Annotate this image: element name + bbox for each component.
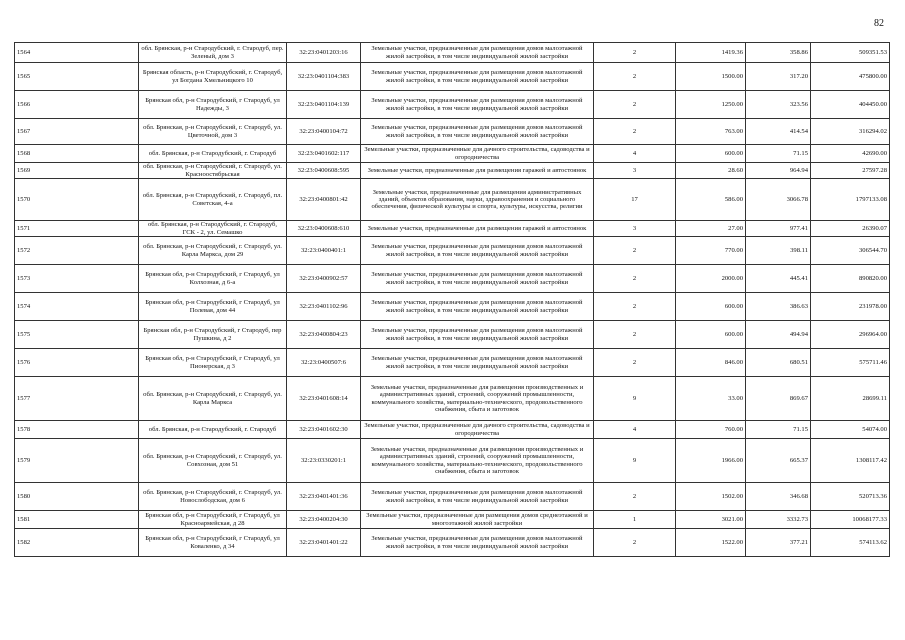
table-row — [15, 293, 890, 321]
cadastral-number-cell: 32:23:0401602:30 — [287, 421, 361, 439]
permitted-use-cell: Земельные участки, предназначенные для размещения домов малоэтажной жилой застройки, в том числе индивидуальной жилой застройки — [361, 265, 594, 293]
area-cell: 586.00 — [676, 179, 746, 221]
cadastral-value-cell: 306544.70 — [811, 237, 890, 265]
permitted-use-cell: Земельные участки, предназначенные для размещения домов малоэтажной жилой застройки, в том числе индивидуальной жилой застройки — [361, 237, 594, 265]
specific-value-cell: 3332.73 — [746, 511, 811, 529]
address-cell: обл. Брянская, р-н Стародубский, г. Стародуб — [139, 145, 287, 163]
address-cell: обл. Брянская, р-н Стародубский, г. Стародуб, ул. Карла Маркса, дом 29 — [139, 237, 287, 265]
address-cell: Брянская обл, р-н Стародубский, г Стародуб, ул Коваленко, д 34 — [139, 529, 287, 557]
cadastral-value-cell: 296964.00 — [811, 321, 890, 349]
use-group-cell: 2 — [594, 265, 676, 293]
specific-value-cell: 665.37 — [746, 439, 811, 483]
specific-value-cell: 398.11 — [746, 237, 811, 265]
table-row — [15, 529, 890, 557]
cadastral-number-cell: 32:23:0401608:14 — [287, 377, 361, 421]
use-group-cell: 17 — [594, 179, 676, 221]
address-cell: Брянская обл, р-н Стародубский, г Стародуб, ул Надежды, 3 — [139, 91, 287, 119]
cadastral-number-cell: 32:23:0401104:139 — [287, 91, 361, 119]
row-number: 1565 — [15, 63, 139, 91]
table-row — [15, 43, 890, 63]
table-row — [15, 321, 890, 349]
table-row — [15, 377, 890, 421]
area-cell: 770.00 — [676, 237, 746, 265]
cadastral-number-cell: 32:23:0400801:42 — [287, 179, 361, 221]
cadastral-number-cell: 32:23:0400401:1 — [287, 237, 361, 265]
use-group-cell: 1 — [594, 511, 676, 529]
row-number: 1579 — [15, 439, 139, 483]
cadastral-number-cell: 32:23:0400507:6 — [287, 349, 361, 377]
use-group-cell: 9 — [594, 439, 676, 483]
specific-value-cell: 71.15 — [746, 145, 811, 163]
cadastral-value-cell: 509351.53 — [811, 43, 890, 63]
cadastral-number-cell: 32:23:0400804:23 — [287, 321, 361, 349]
use-group-cell: 3 — [594, 163, 676, 179]
permitted-use-cell: Земельные участки, предназначенные для размещения гаражей и автостоянок — [361, 221, 594, 237]
row-number: 1570 — [15, 179, 139, 221]
address-cell: обл. Брянская, р-н Стародубский, г. Стародуб, ул. Новослободская, дом 6 — [139, 483, 287, 511]
cadastral-number-cell: 32:23:0401203:16 — [287, 43, 361, 63]
cadastral-value-cell: 574113.62 — [811, 529, 890, 557]
table-row — [15, 119, 890, 145]
area-cell: 1522.00 — [676, 529, 746, 557]
specific-value-cell: 964.94 — [746, 163, 811, 179]
cadastral-value-cell: 1797133.08 — [811, 179, 890, 221]
address-cell: Брянская область, р-н Стародубский, г. Стародуб, ул Богдана Хмельницкого 10 — [139, 63, 287, 91]
specific-value-cell: 977.41 — [746, 221, 811, 237]
permitted-use-cell: Земельные участки, предназначенные для дачного строительства, садоводства и огородничества — [361, 421, 594, 439]
cadastral-value-cell: 10068177.33 — [811, 511, 890, 529]
specific-value-cell: 71.15 — [746, 421, 811, 439]
cadastral-number-cell: 32:23:0400902:57 — [287, 265, 361, 293]
row-number: 1572 — [15, 237, 139, 265]
area-cell: 1250.00 — [676, 91, 746, 119]
cadastral-value-cell: 475800.00 — [811, 63, 890, 91]
permitted-use-cell: Земельные участки, предназначенные для размещения домов малоэтажной жилой застройки, в том числе индивидуальной жилой застройки — [361, 321, 594, 349]
area-cell: 2000.00 — [676, 265, 746, 293]
use-group-cell: 2 — [594, 321, 676, 349]
table-row — [15, 221, 890, 237]
permitted-use-cell: Земельные участки, предназначенные для размещения административных зданий, объектов образования, науки, здравоохранения и социального обеспечения, физической культуры и спорта, культуры, искусства, религии — [361, 179, 594, 221]
row-number: 1582 — [15, 529, 139, 557]
table-row — [15, 91, 890, 119]
area-cell: 1419.36 — [676, 43, 746, 63]
cadastral-value-cell: 27597.28 — [811, 163, 890, 179]
specific-value-cell: 445.41 — [746, 265, 811, 293]
cadastral-value-cell: 575711.46 — [811, 349, 890, 377]
specific-value-cell: 869.67 — [746, 377, 811, 421]
row-number: 1578 — [15, 421, 139, 439]
cadastral-value-cell: 231978.00 — [811, 293, 890, 321]
cadastral-value-cell: 520713.36 — [811, 483, 890, 511]
table-row — [15, 145, 890, 163]
specific-value-cell: 494.94 — [746, 321, 811, 349]
specific-value-cell: 3066.78 — [746, 179, 811, 221]
address-cell: обл. Брянская, р-н Стародубский, г. Стародуб — [139, 421, 287, 439]
table-row — [15, 421, 890, 439]
cadastral-number-cell: 32:23:0401102:96 — [287, 293, 361, 321]
row-number: 1564 — [15, 43, 139, 63]
area-cell: 763.00 — [676, 119, 746, 145]
cadastral-number-cell: 32:23:0400608:610 — [287, 221, 361, 237]
specific-value-cell: 317.20 — [746, 63, 811, 91]
specific-value-cell: 414.54 — [746, 119, 811, 145]
row-number: 1566 — [15, 91, 139, 119]
permitted-use-cell: Земельные участки, предназначенные для дачного строительства, садоводства и огородничества — [361, 145, 594, 163]
area-cell: 3021.00 — [676, 511, 746, 529]
permitted-use-cell: Земельные участки, предназначенные для размещения гаражей и автостоянок — [361, 163, 594, 179]
cadastral-number-cell: 32:23:0401602:117 — [287, 145, 361, 163]
cadastral-value-cell: 316294.02 — [811, 119, 890, 145]
permitted-use-cell: Земельные участки, предназначенные для размещения домов малоэтажной жилой застройки, в том числе индивидуальной жилой застройки — [361, 119, 594, 145]
permitted-use-cell: Земельные участки, предназначенные для размещения домов малоэтажной жилой застройки, в том числе индивидуальной жилой застройки — [361, 63, 594, 91]
specific-value-cell: 680.51 — [746, 349, 811, 377]
area-cell: 28.60 — [676, 163, 746, 179]
specific-value-cell: 323.56 — [746, 91, 811, 119]
use-group-cell: 3 — [594, 221, 676, 237]
use-group-cell: 2 — [594, 237, 676, 265]
cadastral-number-cell: 32:23:0400204:30 — [287, 511, 361, 529]
row-number: 1577 — [15, 377, 139, 421]
specific-value-cell: 346.68 — [746, 483, 811, 511]
table-row — [15, 163, 890, 179]
area-cell: 1500.00 — [676, 63, 746, 91]
permitted-use-cell: Земельные участки, предназначенные для размещения домов среднеэтажной и многоэтажной жилой застройки — [361, 511, 594, 529]
address-cell: обл. Брянская, р-н Стародубский, г. Стародуб, ул. Цветочной, дом 3 — [139, 119, 287, 145]
row-number: 1581 — [15, 511, 139, 529]
page-number: 82 — [874, 18, 884, 29]
area-cell: 1502.00 — [676, 483, 746, 511]
use-group-cell: 2 — [594, 349, 676, 377]
specific-value-cell: 386.63 — [746, 293, 811, 321]
row-number: 1571 — [15, 221, 139, 237]
use-group-cell: 9 — [594, 377, 676, 421]
address-cell: Брянская обл, р-н Стародубский, г Стародуб, ул Колхозная, д 6-а — [139, 265, 287, 293]
row-number: 1576 — [15, 349, 139, 377]
use-group-cell: 2 — [594, 529, 676, 557]
address-cell: Брянская обл, р-н Стародубский, г Стародуб, ул Пионерская, д 3 — [139, 349, 287, 377]
table-row — [15, 511, 890, 529]
table-row — [15, 439, 890, 483]
cadastral-value-cell: 26390.07 — [811, 221, 890, 237]
table-row — [15, 483, 890, 511]
specific-value-cell: 377.21 — [746, 529, 811, 557]
cadastral-value-cell: 42690.00 — [811, 145, 890, 163]
row-number: 1567 — [15, 119, 139, 145]
use-group-cell: 4 — [594, 145, 676, 163]
row-number: 1568 — [15, 145, 139, 163]
table-row — [15, 63, 890, 91]
specific-value-cell: 358.86 — [746, 43, 811, 63]
address-cell: обл. Брянская, р-н Стародубский, г. Стародуб, пл. Советская, 4-а — [139, 179, 287, 221]
cadastral-number-cell: 32:23:0330201:1 — [287, 439, 361, 483]
permitted-use-cell: Земельные участки, предназначенные для размещения домов малоэтажной жилой застройки, в том числе индивидуальной жилой застройки — [361, 483, 594, 511]
cadastral-number-cell: 32:23:0401401:36 — [287, 483, 361, 511]
permitted-use-cell: Земельные участки, предназначенные для размещения домов малоэтажной жилой застройки, в том числе индивидуальной жилой застройки — [361, 91, 594, 119]
address-cell: обл. Брянская, р-н Стародубский, г. Стародуб, ГСК - 2, ул. Семашко — [139, 221, 287, 237]
permitted-use-cell: Земельные участки, предназначенные для размещения производственных и административных зданий, строений, сооружений промышленности, коммунального хозяйства, материально-технического, продовольственного снабжения, сбыта и заготовок — [361, 439, 594, 483]
row-number: 1580 — [15, 483, 139, 511]
address-cell: Брянская обл, р-н Стародубский, г Стародуб, ул Полевая, дом 44 — [139, 293, 287, 321]
area-cell: 1966.00 — [676, 439, 746, 483]
use-group-cell: 2 — [594, 483, 676, 511]
permitted-use-cell: Земельные участки, предназначенные для размещения домов малоэтажной жилой застройки, в том числе индивидуальной жилой застройки — [361, 529, 594, 557]
permitted-use-cell: Земельные участки, предназначенные для размещения домов малоэтажной жилой застройки, в том числе индивидуальной жилой застройки — [361, 293, 594, 321]
use-group-cell: 2 — [594, 91, 676, 119]
cadastral-value-cell: 890820.00 — [811, 265, 890, 293]
permitted-use-cell: Земельные участки, предназначенные для размещения производственных и административных зданий, строений, сооружений промышленности, коммунального хозяйства, материально-технического, продовольственного снабжения, сбыта и заготовок — [361, 377, 594, 421]
use-group-cell: 2 — [594, 119, 676, 145]
cadastral-value-cell: 28699.11 — [811, 377, 890, 421]
cadastral-number-cell: 32:23:0400104:72 — [287, 119, 361, 145]
row-number: 1569 — [15, 163, 139, 179]
cadastral-number-cell: 32:23:0401104:383 — [287, 63, 361, 91]
use-group-cell: 2 — [594, 293, 676, 321]
permitted-use-cell: Земельные участки, предназначенные для размещения домов малоэтажной жилой застройки, в том числе индивидуальной жилой застройки — [361, 349, 594, 377]
table-row — [15, 179, 890, 221]
table-row — [15, 265, 890, 293]
area-cell: 846.00 — [676, 349, 746, 377]
row-number: 1573 — [15, 265, 139, 293]
cadastral-value-cell: 54074.00 — [811, 421, 890, 439]
area-cell: 760.00 — [676, 421, 746, 439]
address-cell: Брянская обл, р-н Стародубский, г Стародуб, ул Красноармейская, д 28 — [139, 511, 287, 529]
use-group-cell: 2 — [594, 43, 676, 63]
area-cell: 600.00 — [676, 293, 746, 321]
area-cell: 33.00 — [676, 377, 746, 421]
permitted-use-cell: Земельные участки, предназначенные для размещения домов малоэтажной жилой застройки, в том числе индивидуальной жилой застройки — [361, 43, 594, 63]
table-row — [15, 349, 890, 377]
address-cell: обл. Брянская, р-н Стародубский, г. Стародуб, ул. Красноостябрьская — [139, 163, 287, 179]
use-group-cell: 4 — [594, 421, 676, 439]
address-cell: обл. Брянская, р-н Стародубский, г. Стародуб, ул. Совхозная, дом 51 — [139, 439, 287, 483]
table-row — [15, 237, 890, 265]
row-number: 1575 — [15, 321, 139, 349]
land-plots-table — [14, 42, 890, 557]
cadastral-number-cell: 32:23:0400608:595 — [287, 163, 361, 179]
row-number: 1574 — [15, 293, 139, 321]
cadastral-value-cell: 1308117.42 — [811, 439, 890, 483]
cadastral-number-cell: 32:23:0401401:22 — [287, 529, 361, 557]
cadastral-value-cell: 404450.00 — [811, 91, 890, 119]
area-cell: 600.00 — [676, 145, 746, 163]
area-cell: 600.00 — [676, 321, 746, 349]
use-group-cell: 2 — [594, 63, 676, 91]
address-cell: Брянская обл, р-н Стародубский, г Стародуб, пер Пушкина, д 2 — [139, 321, 287, 349]
area-cell: 27.00 — [676, 221, 746, 237]
address-cell: обл. Брянская, р-н Стародубский, г. Стародуб, ул. Карла Маркса — [139, 377, 287, 421]
address-cell: обл. Брянская, р-н Стародубский, г. Стародуб, пер. Зеленый, дом 3 — [139, 43, 287, 63]
